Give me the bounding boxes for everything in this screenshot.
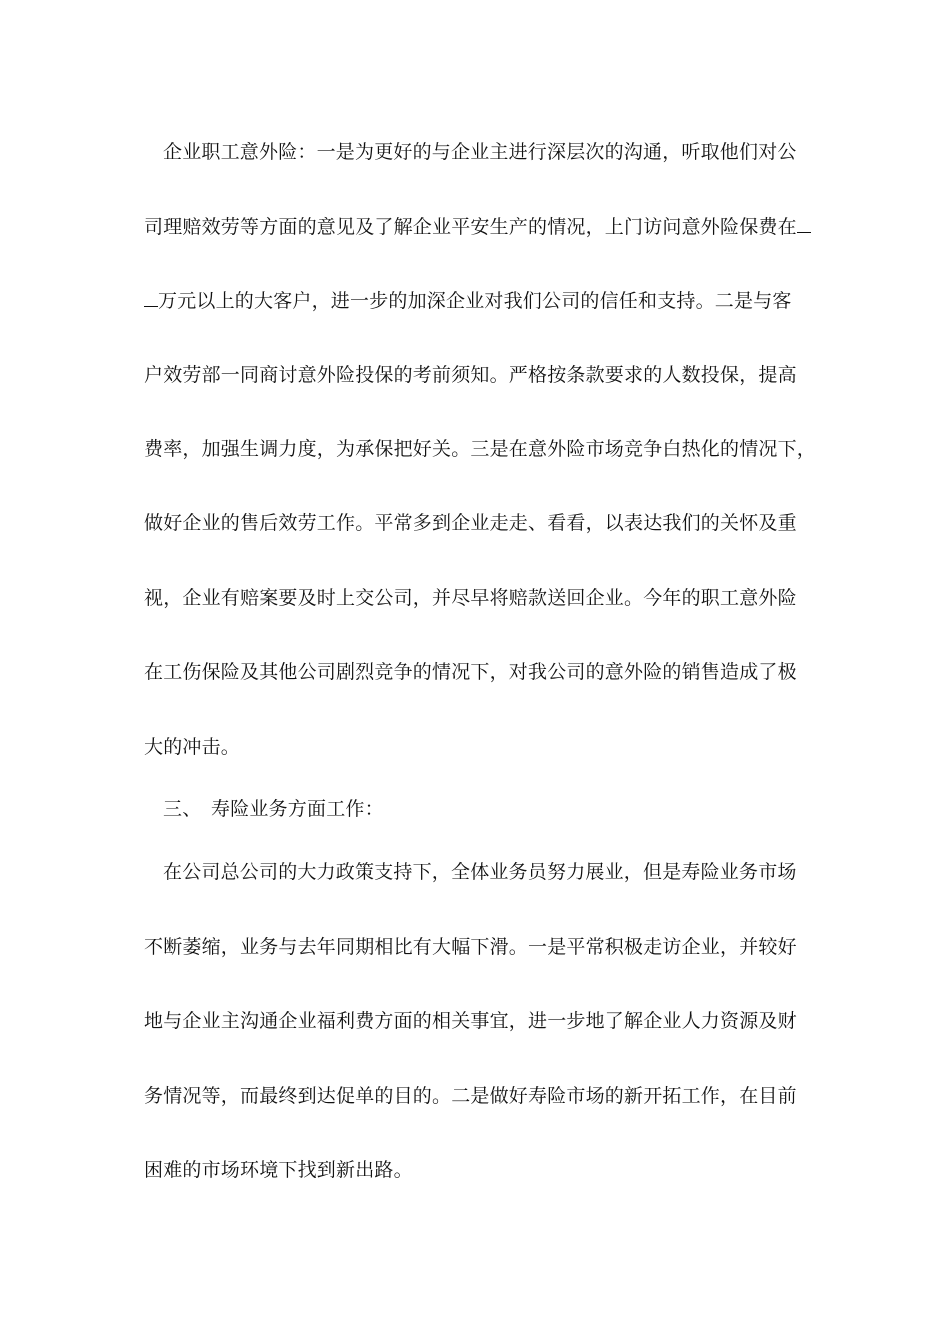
section-heading [163,797,823,821]
paragraph-line: 务情况等，而最终到达促单的目的。二是做好寿险市场的新开拓工作，在目前 [144,1085,797,1107]
blank-underline [797,214,811,233]
paragraph-line: 费率，加强生调力度，为承保把好关。三是在意外险市场竞争白热化的情况下， [144,438,817,460]
paragraph-line: 在工伤保险及其他公司剧烈竞争的情况下，对我公司的意外险的销售造成了极 [144,661,797,683]
section-title: 寿险业务方面工作： [211,798,384,820]
paragraph-line-text: 司理赔效劳等方面的意见及了解企业平安生产的情况，上门访问意外险保费在 [144,216,797,238]
paragraph-line [144,214,804,239]
paragraph-line: 在公司总公司的大力政策支持下，全体业务员努力展业，但是寿险业务市场 [163,861,797,883]
blank-underline [144,288,158,307]
paragraph-line: 大的冲击。 [144,736,241,758]
paragraph-line: 地与企业主沟通企业福利费方面的相关事宜，进一步地了解企业人力资源及财 [144,1010,797,1032]
paragraph-line: 不断萎缩，业务与去年同期相比有大幅下滑。一是平常积极走访企业，并较好 [144,936,797,958]
paragraph-line-text: 万元以上的大客户，进一步的加深企业对我们公司的信任和支持。二是与客 [158,290,792,312]
section-number: 三、 [163,798,202,820]
paragraph-line [144,288,804,313]
paragraph-line: 视，企业有赔案要及时上交公司，并尽早将赔款送回企业。今年的职工意外险 [144,587,797,609]
paragraph-line: 户效劳部一同商讨意外险投保的考前须知。严格按条款要求的人数投保，提高 [144,364,797,386]
paragraph-line: 企业职工意外险：一是为更好的与企业主进行深层次的沟通，听取他们对公 [163,141,797,163]
paragraph-line: 做好企业的售后效劳工作。平常多到企业走走、看看，以表达我们的关怀及重 [144,512,797,534]
paragraph-line: 困难的市场环境下找到新出路。 [144,1159,413,1181]
